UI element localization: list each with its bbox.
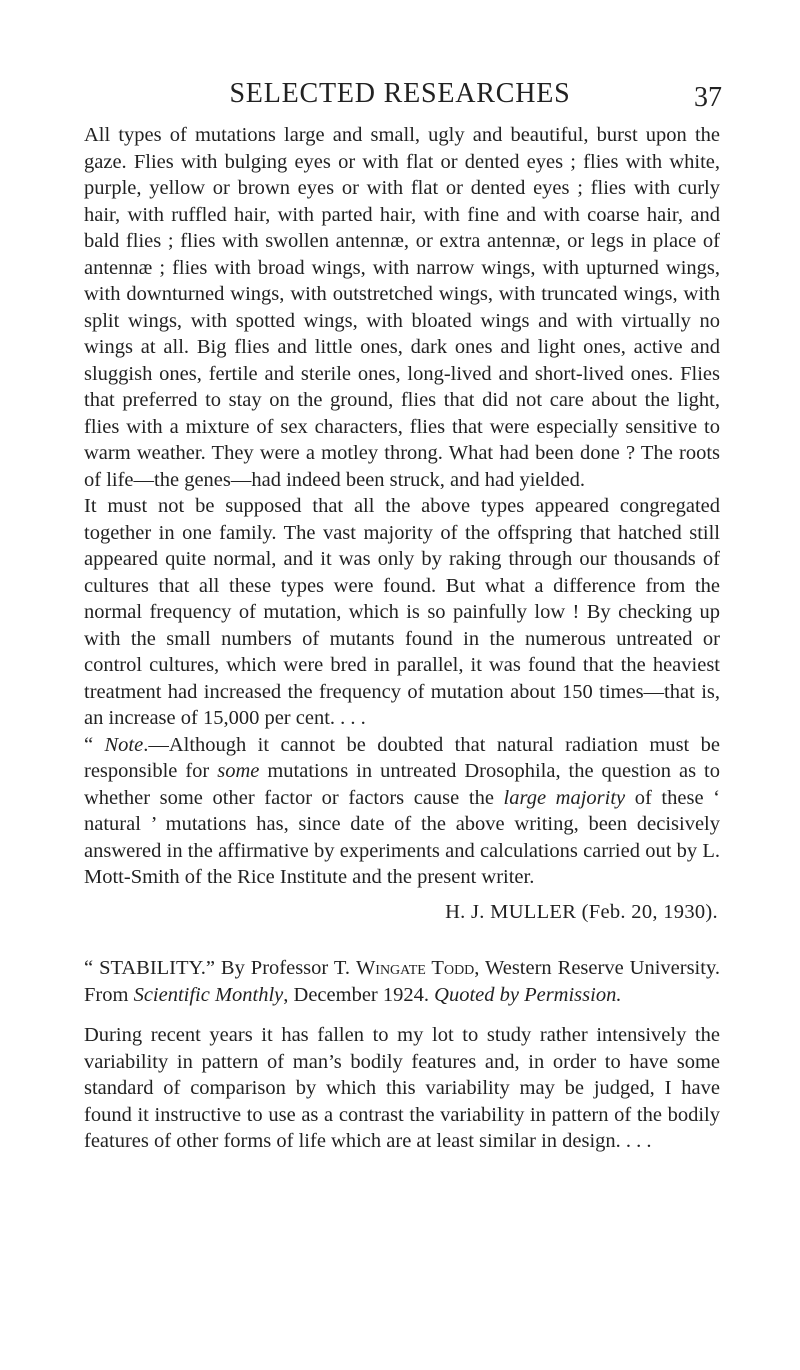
running-title: SELECTED RESEARCHES bbox=[229, 78, 571, 109]
signature: H. J. MULLER (Feb. 20, 1930). bbox=[445, 900, 718, 923]
paragraph-note bbox=[84, 732, 720, 891]
reference-author: Wingate Todd bbox=[355, 957, 475, 979]
reference-text-c: , December 1924. bbox=[283, 983, 435, 1006]
reference-text-b: , Western Reserve University. From bbox=[84, 957, 720, 1006]
note-label: Note bbox=[104, 733, 144, 756]
note-text-b: mutations in untreated Drosophila, the question as to whether some other factor or factors cause the bbox=[84, 760, 721, 809]
reference-text-a: “ STABILITY.” By Professor T. bbox=[84, 957, 356, 979]
reference-permission: Quoted by Permission. bbox=[434, 983, 622, 1006]
paragraph-variability: During recent years it has fallen to my lot to study rather intensively the variability in pattern of man’s bodily features and, in order to have some standard of comparison by which this variability may be judged, I have found it instructive to use as a contrast the variability in pattern of the bodily features of other forms of life which are at least similar in design. . . . bbox=[84, 1024, 720, 1152]
paragraph-frequency: It must not be supposed that all the above types appeared congregated together in one family. The vast majority of the offspring that hatched still appeared quite normal, and it was only by raking through our thousands of cultures that all these types were found. But what a difference from the normal frequency of mutation, which is so painfully low ! By checking up with the small numbers of mutants found in the numerous untreated or control cultures, which were bred in parallel, it was found that the heaviest treatment had increased the frequency of mutation about 150 times—that is, an increase of 15,000 per cent. . . . bbox=[84, 495, 720, 729]
note-emphasis-large-majority: large majority bbox=[503, 786, 626, 809]
note-emphasis-some: some bbox=[217, 760, 260, 782]
running-head bbox=[0, 78, 800, 118]
reference-journal: Scientific Monthly bbox=[133, 983, 284, 1006]
note-text-a: .—Although it cannot be doubted that natural radiation must be responsible for bbox=[84, 733, 720, 782]
reference-heading bbox=[84, 955, 720, 1008]
section-gap bbox=[84, 925, 720, 955]
note-open-quote: “ bbox=[84, 733, 105, 756]
note-text-c: of these ‘ natural ’ mutations has, since date of the above writing, been decisively answered in the affirmative by experiments and calculations carried out by L. Mott-Smith of the Rice Institute and the present writer. bbox=[84, 786, 720, 888]
paragraph-mutations: All types of mutations large and small, ugly and beautiful, burst upon the gaze. Flies with bulging eyes or with flat or dented eyes ; flies with white, purple, yellow or brown eyes or with flat or dented eyes ; flies with curly hair, with ruffled hair, with parted hair, with fine and with coarse hair, and bald flies ; flies with swollen antennæ, or extra antennæ, or legs in place of antennæ ; flies with broad wings, with narrow wings, with upturned wings, with downturned wings, with outstretched wings, with truncated wings, with split wings, with spotted wings, with bloated wings and with virtually no wings at all. Big flies and little ones, dark ones and light ones, active and sluggish ones, fertile and sterile ones, long-lived and short-lived ones. Flies that preferred to stay on the ground, flies that did not care about the light, flies with a mixture of sex characters, flies that were especially sensitive to warm weather. They were a motley throng. What had been done ? The roots of life—the genes—had indeed been struck, and had yielded. bbox=[84, 124, 720, 491]
paragraph-gap bbox=[84, 1008, 720, 1022]
body-text bbox=[84, 122, 720, 1155]
page-number: 37 bbox=[694, 82, 722, 113]
